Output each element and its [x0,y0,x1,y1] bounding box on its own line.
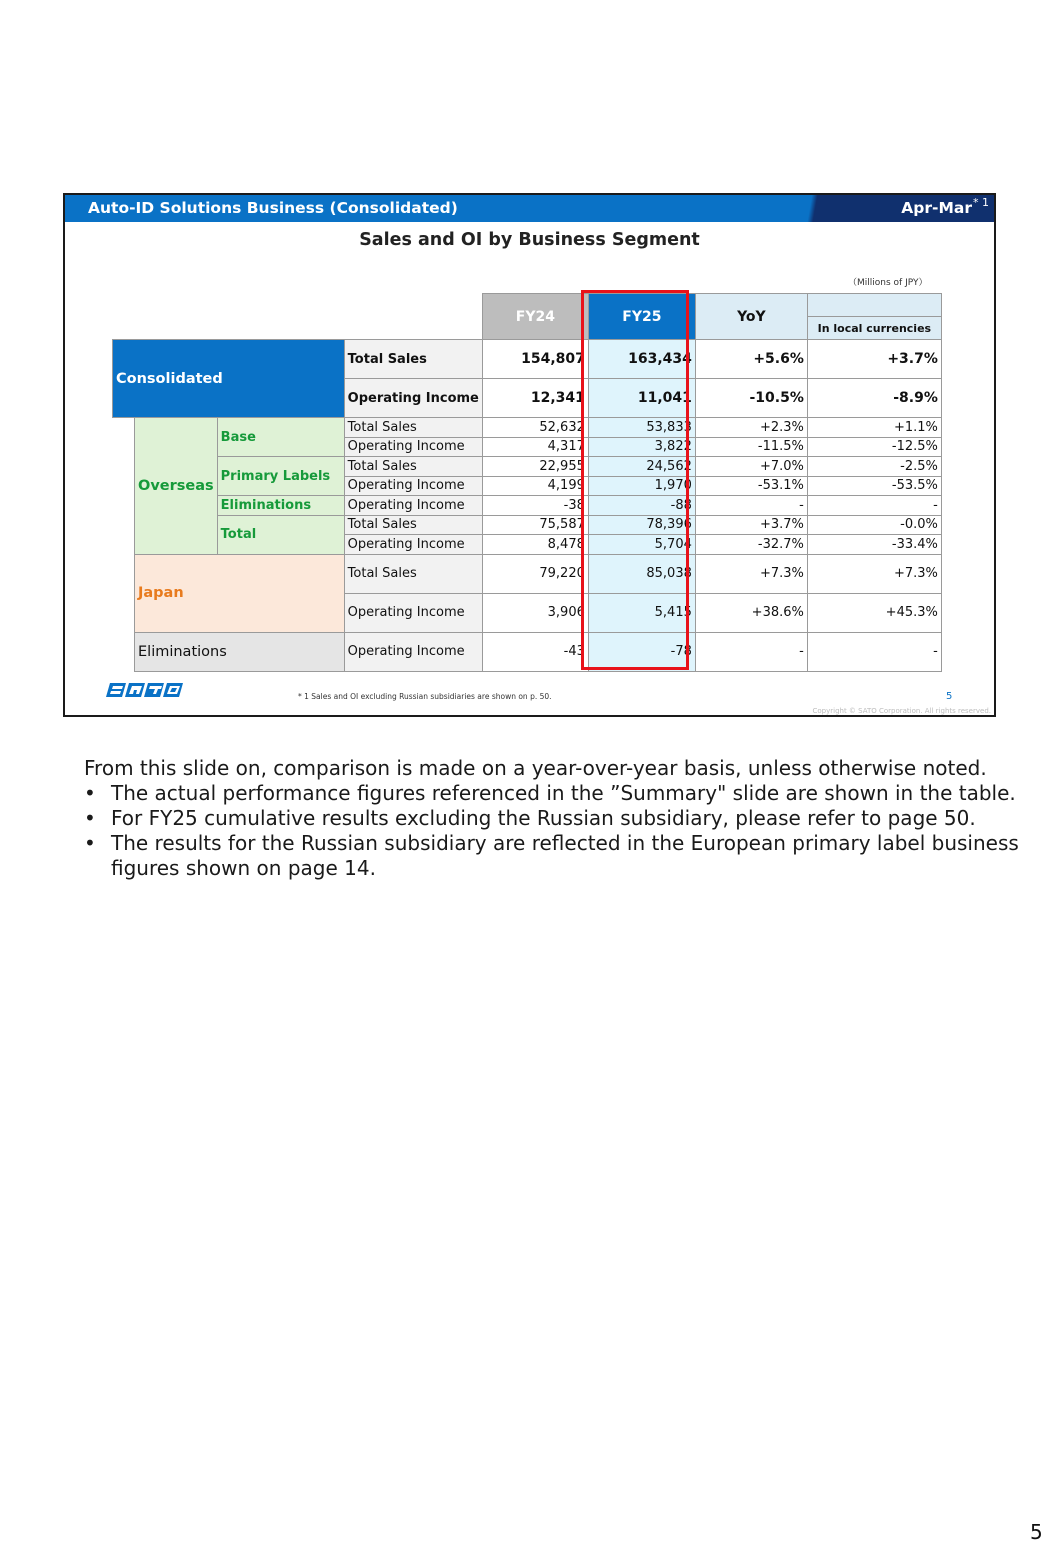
cell-fy25: 24,562 [588,457,695,477]
cell-local: -33.4% [807,535,941,555]
page-number: 5 [1030,1520,1043,1544]
group-consolidated: Consolidated [113,340,345,418]
table-row [113,340,942,379]
table-row [113,515,942,535]
cell-fy24: -38 [482,496,588,516]
group-overseas: Overseas [135,418,218,555]
header-yoy: YoY [695,294,807,340]
cell-fy25: 5,704 [588,535,695,555]
list-item [84,806,1024,831]
cell-fy25: 5,415 [588,593,695,632]
cell-fy24: 8,478 [482,535,588,555]
bullet-mark: • [84,831,96,855]
table-row [113,457,942,477]
segment-total: Total [217,515,344,554]
cell-fy25: 85,038 [588,554,695,593]
table-row [113,496,942,516]
cell-fy25: 78,396 [588,515,695,535]
notes-intro: From this slide on, comparison is made on a year-over-year basis, unless otherwise noted. [84,756,987,780]
cell-fy24: 3,906 [482,593,588,632]
group-eliminations: Eliminations [135,632,345,671]
cell-local: +7.3% [807,554,941,593]
cell-yoy: -32.7% [695,535,807,555]
cell-yoy: +5.6% [695,340,807,379]
group-japan: Japan [135,554,345,632]
segment-table [112,293,942,672]
segment-primary-labels: Primary Labels [217,457,344,496]
cell-fy25: 163,434 [588,340,695,379]
cell-fy24: 79,220 [482,554,588,593]
slide-page-number: 5 [946,691,953,702]
cell-local: +3.7% [807,340,941,379]
cell-fy24: 22,955 [482,457,588,477]
cell-yoy: +7.3% [695,554,807,593]
cell-local: -2.5% [807,457,941,477]
cell-fy24: 154,807 [482,340,588,379]
cell-local: -12.5% [807,437,941,457]
row-label: Operating Income [344,535,482,555]
header-local-currencies: In local currencies [807,317,941,340]
cell-fy24: 52,632 [482,418,588,438]
cell-fy24: -43 [482,632,588,671]
bullet-mark: • [84,781,96,805]
table-row [113,632,942,671]
banner-footnote-mark: * 1 [973,196,989,209]
cell-yoy: +38.6% [695,593,807,632]
bullet-mark: • [84,806,96,830]
cell-yoy: +2.3% [695,418,807,438]
header-fy25: FY25 [588,294,695,340]
cell-yoy: +3.7% [695,515,807,535]
speaker-notes [84,756,1024,881]
cell-yoy: +7.0% [695,457,807,477]
cell-fy25: -88 [588,496,695,516]
header-fy24: FY24 [482,294,588,340]
table-row [113,554,942,593]
cell-fy24: 4,199 [482,476,588,496]
cell-yoy: - [695,496,807,516]
sato-logo-icon [106,682,194,698]
cell-fy24: 12,341 [482,379,588,418]
cell-fy25: 53,833 [588,418,695,438]
list-item [84,831,1024,881]
cell-fy25: 11,041 [588,379,695,418]
notes-bullets [84,781,1024,881]
table-header-row-1 [113,294,942,317]
row-label: Total Sales [344,457,482,477]
slide-banner [65,195,994,222]
table-row [113,418,942,438]
footnote: * 1 Sales and OI excluding Russian subsidiaries are shown on p. 50. [298,692,552,701]
row-label: Operating Income [344,379,482,418]
cell-fy25: 3,822 [588,437,695,457]
cell-local: -8.9% [807,379,941,418]
banner-period: Apr-Mar [901,199,972,217]
slide-title: Sales and OI by Business Segment [359,230,700,250]
bullet-text: The actual performance figures referenced in the ”Summary" slide are shown in the table. [111,781,1016,805]
cell-local: +45.3% [807,593,941,632]
row-label: Total Sales [344,554,482,593]
row-label: Operating Income [344,437,482,457]
segment-base: Base [217,418,344,457]
cell-fy24: 4,317 [482,437,588,457]
cell-yoy: -53.1% [695,476,807,496]
row-label: Total Sales [344,418,482,438]
cell-fy24: 75,587 [482,515,588,535]
cell-local: - [807,496,941,516]
row-label: Total Sales [344,340,482,379]
bullet-text: For FY25 cumulative results excluding the Russian subsidiary, please refer to page 50. [111,806,976,830]
cell-fy25: -78 [588,632,695,671]
segment-eliminations: Eliminations [217,496,344,516]
row-label: Total Sales [344,515,482,535]
row-label: Operating Income [344,593,482,632]
row-label: Operating Income [344,632,482,671]
cell-yoy: -10.5% [695,379,807,418]
cell-yoy: -11.5% [695,437,807,457]
units-label: （Millions of JPY） [848,278,928,288]
copyright: Copyright © SATO Corporation. All rights reserved. [812,707,991,715]
cell-local: -0.0% [807,515,941,535]
list-item [84,781,1024,806]
cell-local: -53.5% [807,476,941,496]
bullet-text: The results for the Russian subsidiary are reflected in the European primary label business figures shown on page 14. [111,831,1019,880]
row-label: Operating Income [344,496,482,516]
slide [63,193,996,717]
cell-local: +1.1% [807,418,941,438]
cell-local: - [807,632,941,671]
row-label: Operating Income [344,476,482,496]
cell-yoy: - [695,632,807,671]
banner-title: Auto-ID Solutions Business (Consolidated) [88,199,458,217]
cell-fy25: 1,970 [588,476,695,496]
